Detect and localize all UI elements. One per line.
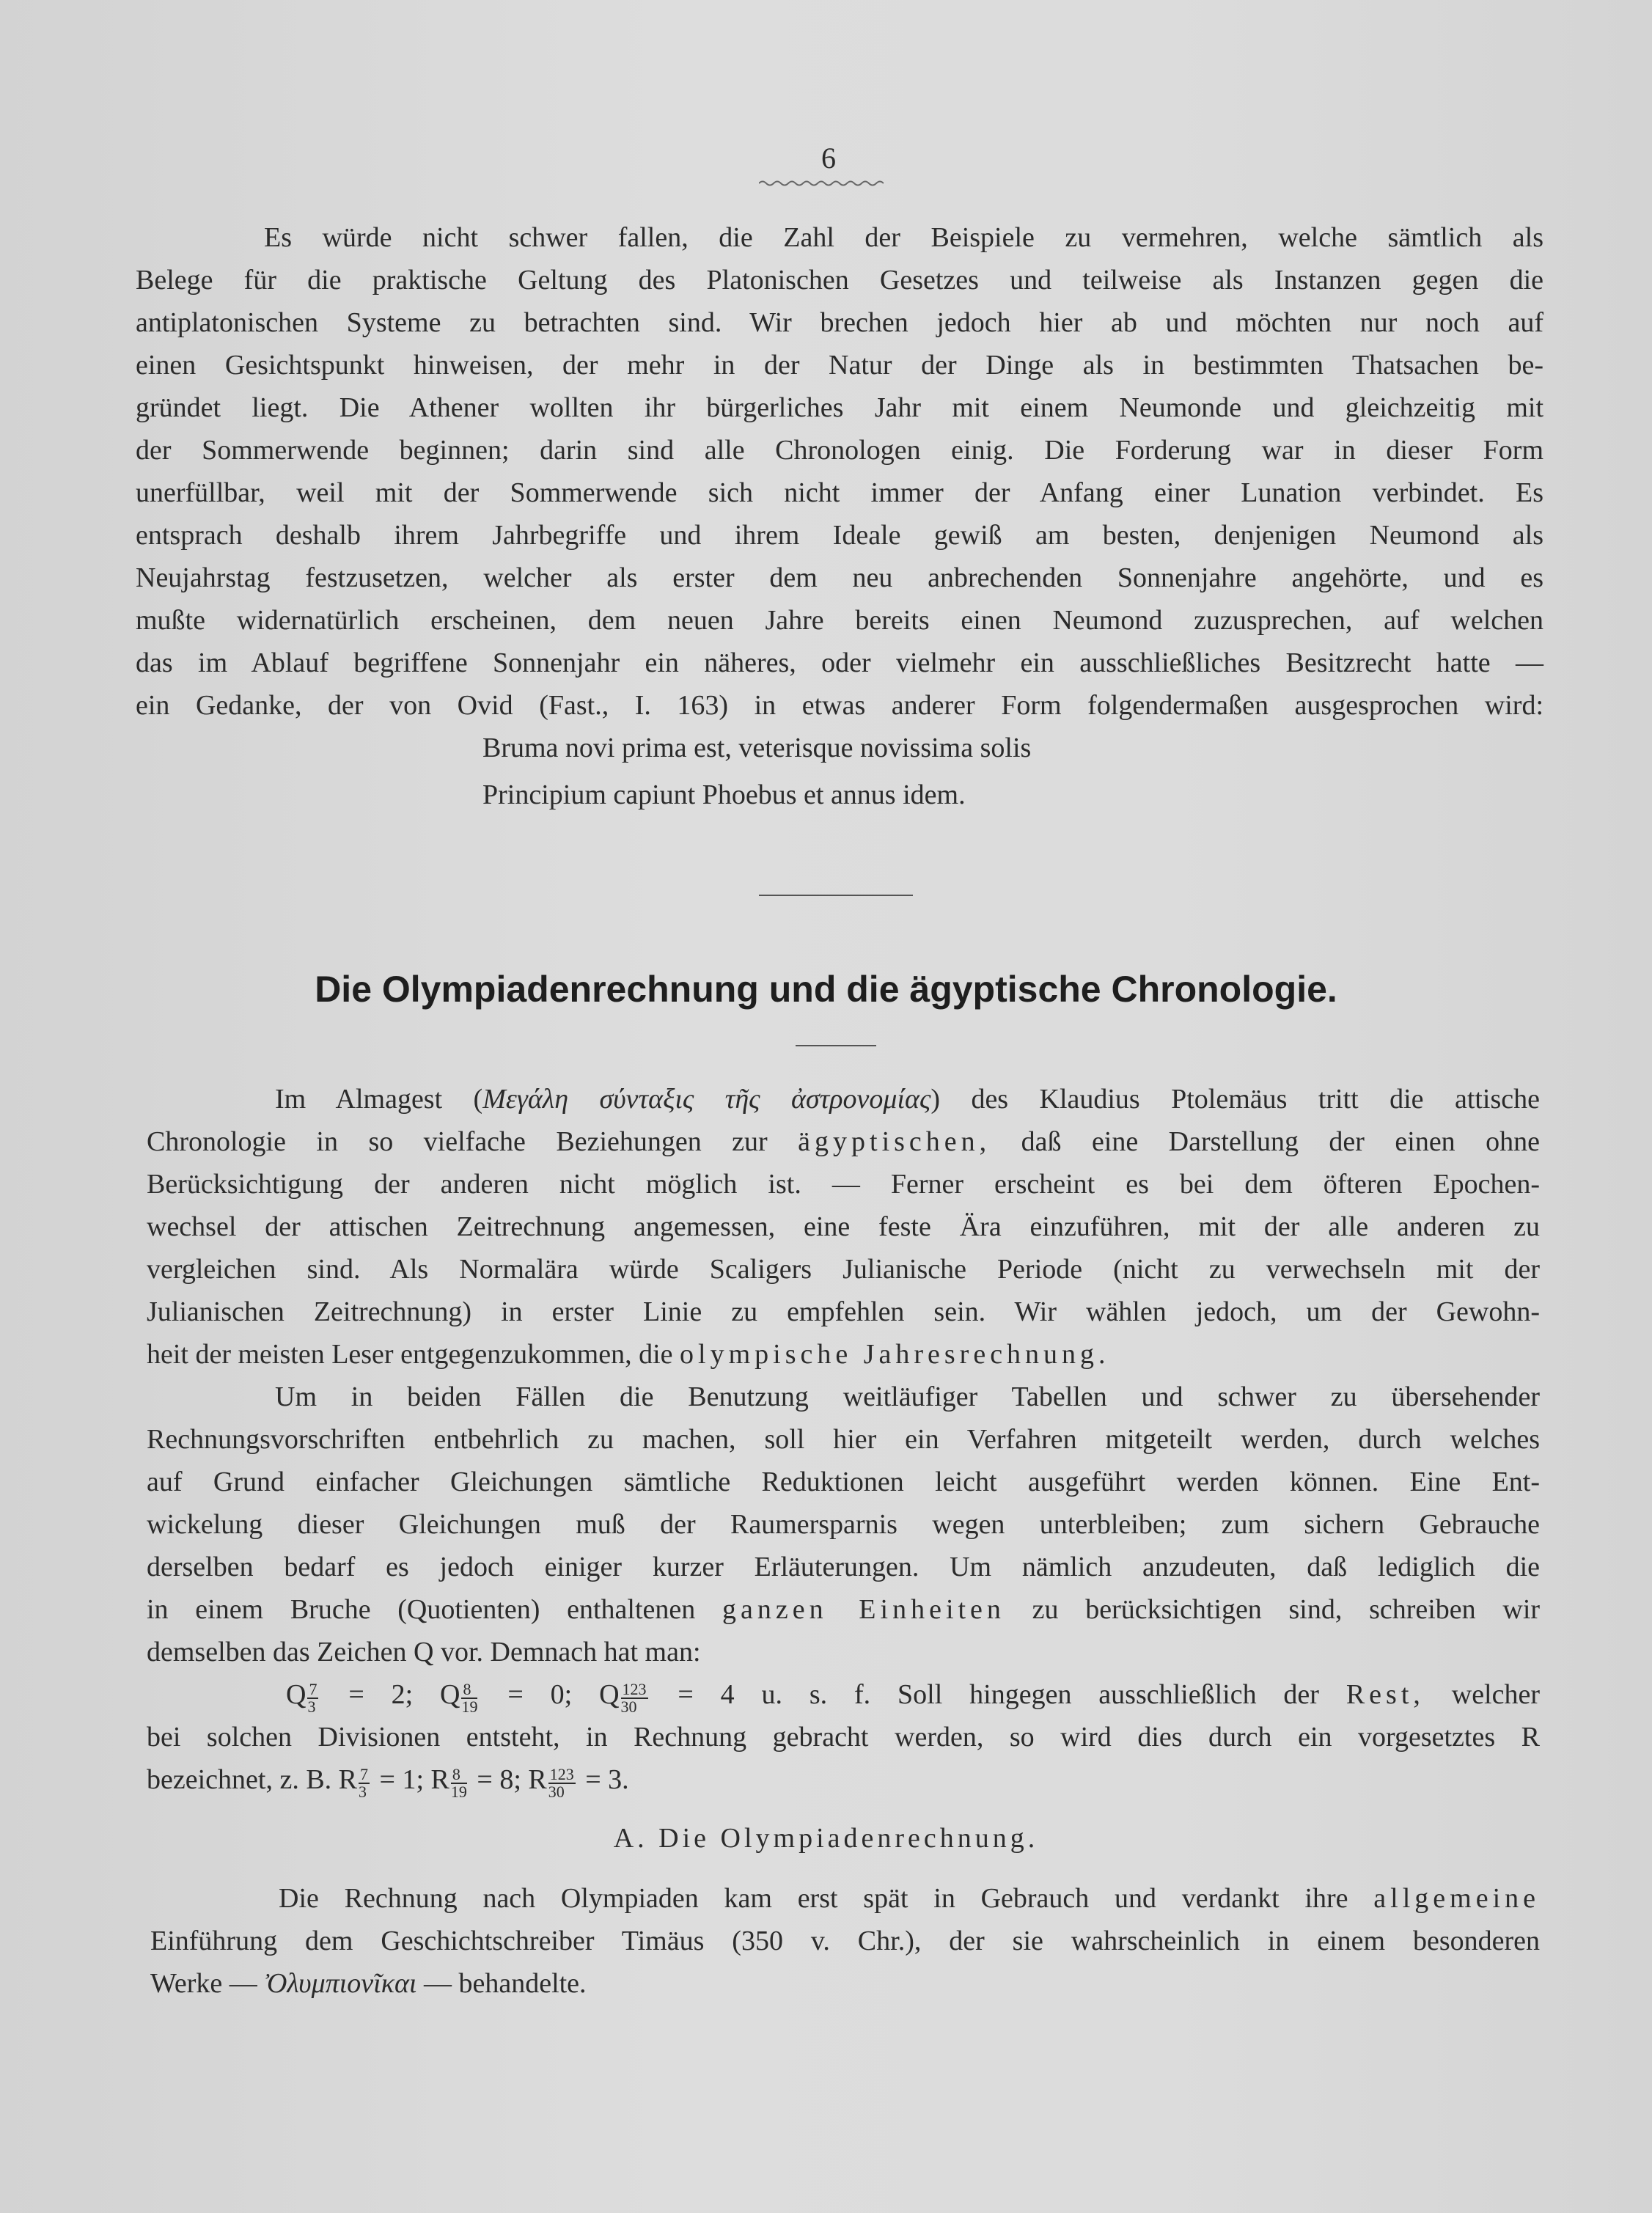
verse-line: Bruma novi prima est, veterisque novissima solis xyxy=(482,733,1032,763)
text-line: entsprach deshalb ihrem Jahrbegriffe und ihrem Ideale gewiß am besten, denjenigen Neumond als xyxy=(136,520,1543,551)
text-line: gründet liegt. Die Athener wollten ihr bürgerliches Jahr mit einem Neumonde und gleichzeitig mit xyxy=(136,392,1543,423)
text-line: Berücksichtigung der anderen nicht möglich ist. — Ferner erscheint es bei dem öfteren Epochen- xyxy=(147,1169,1540,1200)
text-line: Werke — Ὀλυμπιονῖκαι — behandelte. xyxy=(150,1968,587,1999)
text-line: Rechnungsvorschriften entbehrlich zu machen, soll hier ein Verfahren mitgeteilt werden, durch welches xyxy=(147,1424,1540,1455)
formula-line-q: Q $\frac{7}{3}$ = 2; Q $\frac{8}{19}$ = 0; Q $\frac{123}{30}$ = 4 u. s. f. Soll hingegen ausschließlich der Rest, welcher xyxy=(286,1679,1541,1717)
text-line: wickelung dieser Gleichungen muß der Raumersparnis wegen unterbleiben; zum sichern Gebrauche xyxy=(147,1509,1540,1540)
q-symbol: Q xyxy=(286,1679,306,1710)
text-line: in einem Bruche (Quotienten) enthaltenen ganzen Einheiten zu berücksichtigen sind, schreiben wir xyxy=(147,1594,1541,1625)
text-line: Um in beiden Fällen die Benutzung weitläufiger Tabellen und schwer zu übersehender xyxy=(275,1381,1540,1412)
fraction: $\frac{8}{19}$ xyxy=(461,1680,478,1717)
spaced-emphasis: ägyptischen, xyxy=(798,1126,991,1157)
text-line: Im Almagest (Μεγάλη σύνταξις τῆς ἀστρονομίας) des Klaudius Ptolemäus tritt die attische xyxy=(275,1084,1541,1115)
page-number-ornament xyxy=(759,178,884,188)
section-divider xyxy=(759,895,913,896)
text-line: mußte widernatürlich erscheinen, dem neuen Jahre bereits einen Neumond zuzusprechen, auf welchen xyxy=(136,605,1543,636)
text-line: das im Ablauf begriffene Sonnenjahr ein näheres, oder vielmehr ein ausschließliches Besitzrecht hatte — xyxy=(136,647,1543,678)
fraction: $\frac{123}{30}$ xyxy=(620,1680,647,1717)
subsection-heading: A. Die Olympiadenrechnung. xyxy=(613,1823,1039,1854)
verse-quote xyxy=(482,724,1031,818)
text-line: Julianischen Zeitrechnung) in erster Linie zu empfehlen sein. Wir wählen jedoch, um der Gewohn- xyxy=(147,1296,1540,1327)
spaced-emphasis: Rest, xyxy=(1346,1679,1425,1710)
text-line: einen Gesichtspunkt hinweisen, der mehr in der Natur der Dinge als in bestimmten Thatsachen be- xyxy=(136,350,1543,381)
text-line: demselben das Zeichen Q vor. Demnach hat man: xyxy=(147,1637,701,1667)
greek-title: Μεγάλη σύνταξις τῆς ἀστρονομίας xyxy=(482,1084,931,1115)
spaced-emphasis: ganzen Einheiten xyxy=(722,1594,1005,1625)
r-symbol: R xyxy=(338,1764,358,1795)
text-line: Chronologie in so vielfache Beziehungen zur ägyptischen, daß eine Darstellung der einen ohne xyxy=(147,1126,1541,1157)
text-line: heit der meisten Leser entgegenzukommen, die olympische Jahresrechnung. xyxy=(147,1339,1110,1370)
paragraph-intro xyxy=(136,216,1543,727)
text-line: Belege für die praktische Geltung des Platonischen Gesetzes und teilweise als Instanzen gegen die xyxy=(136,265,1543,296)
paragraph-method xyxy=(147,1376,1540,1801)
formula-line-r: bezeichnet, z. B. R $\frac{7}{3}$ = 1; R $\frac{8}{19}$ = 8; R $\frac{123}{30}$ = 3. xyxy=(147,1764,629,1802)
text-line: Neujahrstag festzusetzen, welcher als erster dem neu anbrechenden Sonnenjahre angehörte, und es xyxy=(136,562,1543,593)
paragraph-olympiads xyxy=(150,1877,1540,2005)
text-line: bei solchen Divisionen entsteht, in Rechnung gebracht werden, so wird dies durch ein vorgesetztes R xyxy=(147,1722,1540,1753)
text-line: Die Rechnung nach Olympiaden kam erst spät in Gebrauch und verdankt ihre allgemeine xyxy=(279,1883,1540,1914)
paragraph-almagest xyxy=(147,1078,1540,1376)
fraction: $\frac{7}{3}$ xyxy=(307,1680,317,1717)
fraction: $\frac{7}{3}$ xyxy=(359,1765,369,1802)
text-line: wechsel der attischen Zeitrechnung angemessen, eine feste Ära einzuführen, mit der alle anderen zu xyxy=(147,1211,1540,1242)
page-number: 6 xyxy=(821,142,836,175)
greek-title: Ὀλυμπιονῖκαι xyxy=(264,1968,417,1999)
title-underline xyxy=(796,1045,876,1046)
text-line: der Sommerwende beginnen; darin sind alle Chronologen einig. Die Forderung war in dieser Form xyxy=(136,435,1543,466)
spaced-emphasis: allgemeine xyxy=(1373,1883,1540,1914)
section-title: Die Olympiadenrechnung und die ägyptische Chronologie. xyxy=(315,969,1337,1010)
fraction: $\frac{123}{30}$ xyxy=(548,1765,574,1802)
text-line: vergleichen sind. Als Normalära würde Scaligers Julianische Periode (nicht zu verwechseln mit der xyxy=(147,1254,1540,1285)
text-line: antiplatonischen Systeme zu betrachten sind. Wir brechen jedoch hier ab und möchten nur noch auf xyxy=(136,307,1543,338)
spaced-emphasis: olympische Jahresrechnung. xyxy=(680,1339,1110,1370)
verse-line: Principium capiunt Phoebus et annus idem. xyxy=(482,779,966,810)
text-line: Einführung dem Geschichtschreiber Timäus (350 v. Chr.), der sie wahrscheinlich in einem besonderen xyxy=(150,1926,1540,1956)
text-line: derselben bedarf es jedoch einiger kurzer Erläuterungen. Um nämlich anzudeuten, daß lediglich die xyxy=(147,1552,1540,1582)
text-line: auf Grund einfacher Gleichungen sämtliche Reduktionen leicht ausgeführt werden können. Eine Ent- xyxy=(147,1467,1540,1497)
text-line: unerfüllbar, weil mit der Sommerwende sich nicht immer der Anfang einer Lunation verbindet. Es xyxy=(136,477,1543,508)
fraction: $\frac{8}{19}$ xyxy=(450,1765,467,1802)
text-line: ein Gedanke, der von Ovid (Fast., I. 163) in etwas anderer Form folgendermaßen ausgesprochen wird: xyxy=(136,690,1543,721)
text-line: Es würde nicht schwer fallen, die Zahl der Beispiele zu vermehren, welche sämtlich als xyxy=(264,222,1543,253)
